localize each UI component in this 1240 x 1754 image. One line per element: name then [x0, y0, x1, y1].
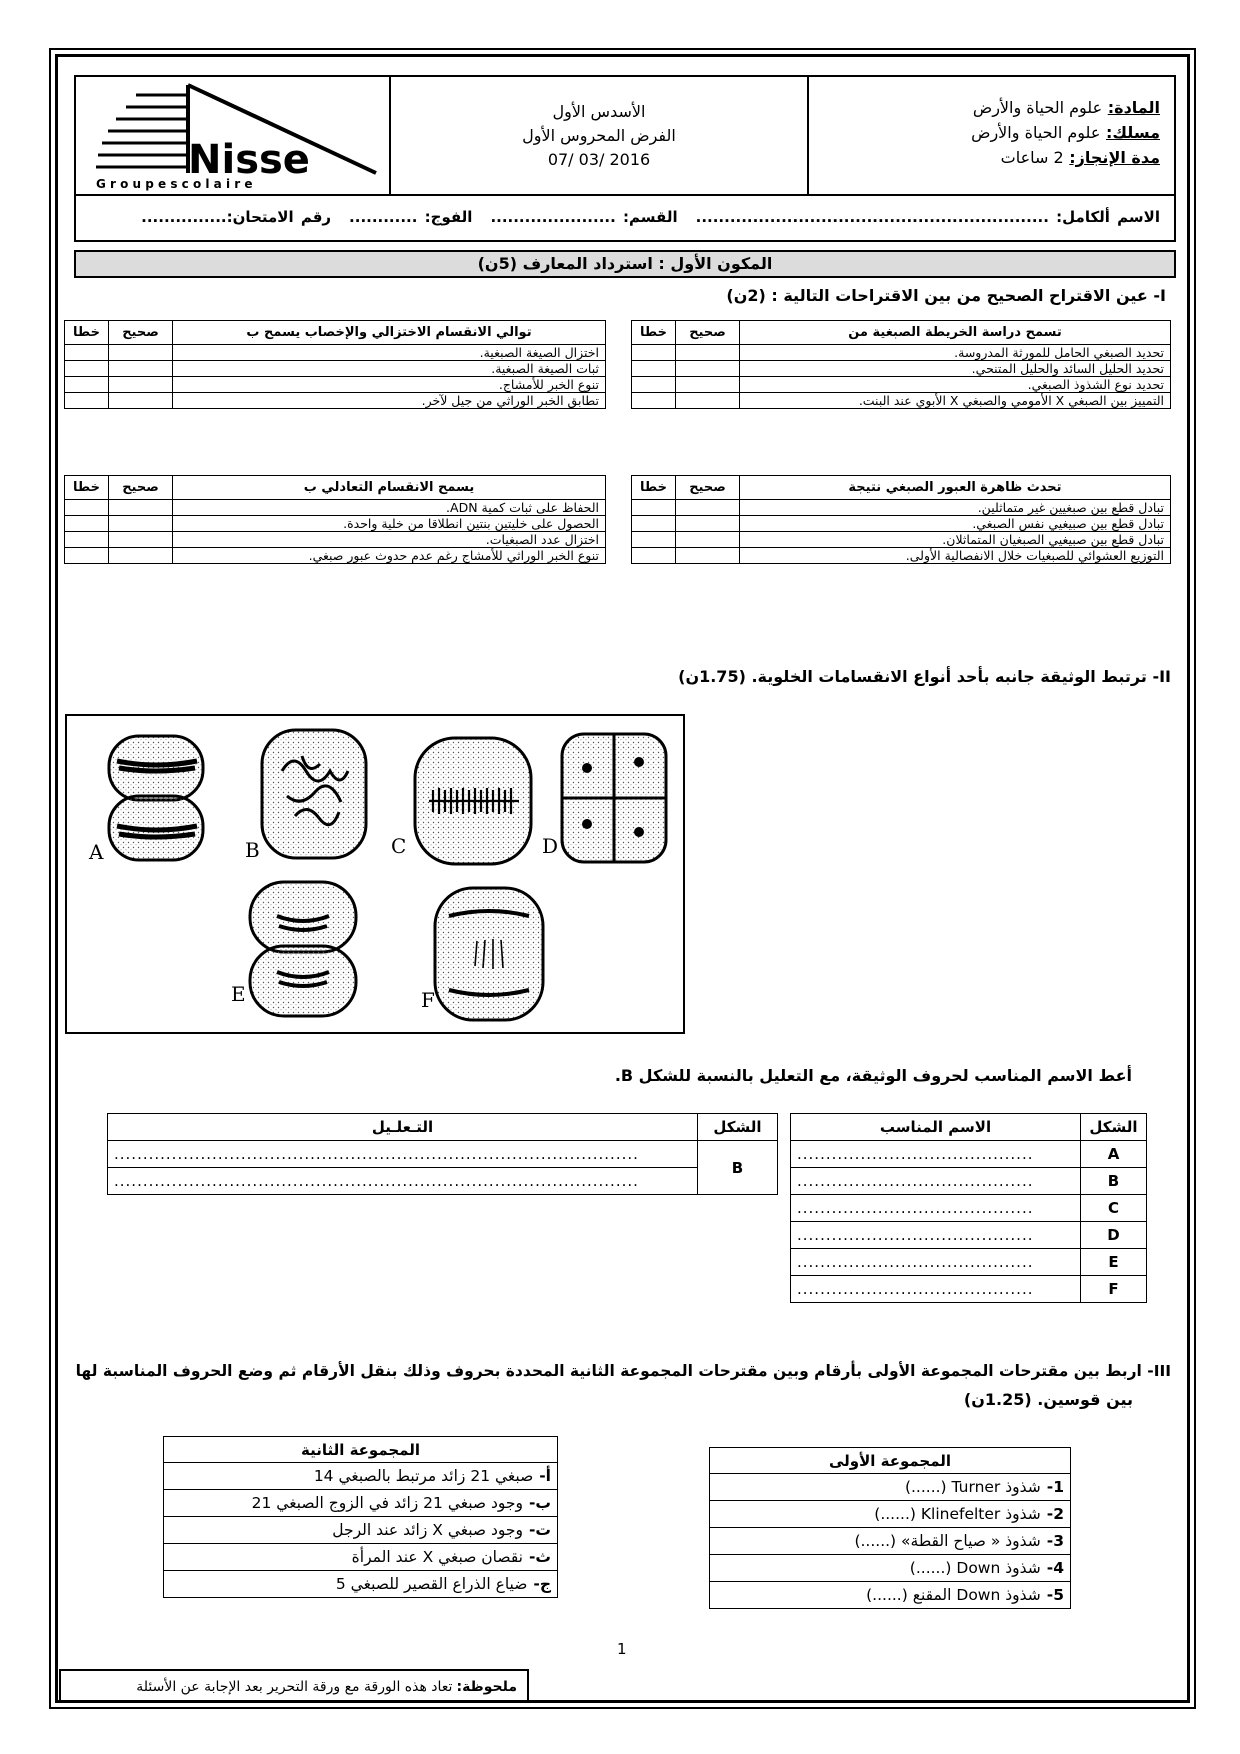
- cell-e-icon: [250, 882, 356, 1016]
- group2-item: [164, 1490, 558, 1517]
- item-text: شذوذ Down (......): [909, 1559, 1041, 1577]
- cell-division-figure: [65, 714, 685, 1034]
- cell-a-icon: [109, 736, 203, 860]
- true-box[interactable]: [109, 500, 173, 516]
- cell-b-icon: [262, 730, 366, 858]
- tf-table-1: [631, 320, 1171, 409]
- tf-statement: تنوع الخبر للأمشاج.: [173, 377, 606, 393]
- part3-title-line2: بين قوسين. (1.25ن): [963, 1390, 1133, 1409]
- tf-table-3: [631, 475, 1171, 564]
- footer-note: [59, 1669, 529, 1703]
- item-letter: ث-: [528, 1548, 551, 1566]
- true-box[interactable]: [109, 377, 173, 393]
- col-false: خطا: [65, 476, 109, 500]
- tf-statement: تبادل قطع بين صبغيين غير متماثلين.: [740, 500, 1171, 516]
- fig-label-e: E: [231, 982, 246, 1006]
- part3-title-line1: III- اربط بين مقترحات المجموعة الأولى بأرقام وبين مقترحات المجموعة الثانية المحددة بحروف وذلك بنقل الأرقام ثم وضع الحروف المناسبة لها: [75, 1362, 1171, 1380]
- track-label: مسلك:: [1105, 123, 1160, 142]
- page-number: 1: [617, 1640, 627, 1658]
- item-text: صبغي 21 زائد مرتبط بالصبغي 14: [313, 1467, 534, 1485]
- tf-statement: اختزال الصيغة الصبغية.: [173, 345, 606, 361]
- exam-number-field[interactable]: رقم الامتحان:...............: [141, 208, 332, 226]
- shape-letter: C: [1081, 1195, 1147, 1222]
- student-group-field[interactable]: الفوج: ............: [349, 208, 473, 226]
- item-text: وجود صبغي X زائد عند الرجل: [332, 1521, 523, 1539]
- part1-title: I- عين الاقتراح الصحيح من بين الاقتراحات التالية : (2ن): [726, 286, 1166, 305]
- name-answer-field[interactable]: .........................................: [791, 1168, 1081, 1195]
- cell-d-icon: [562, 734, 666, 862]
- false-box[interactable]: [632, 345, 676, 361]
- group1-title: المجموعة الأولى: [710, 1448, 1071, 1474]
- tf-statement: الحفاظ على ثبات كمية ADN.: [173, 500, 606, 516]
- shape-letter: D: [1081, 1222, 1147, 1249]
- reason-shape-letter: B: [698, 1141, 778, 1195]
- tf-statement: تحديد الصبغي الحامل للمورثة المدروسة.: [740, 345, 1171, 361]
- col-true: صحيح: [676, 321, 740, 345]
- subject-info: [807, 77, 1174, 194]
- tf-statement: التمييز بين الصبغي X الأمومي والصبغي X الأبوي عند البنت.: [740, 393, 1171, 409]
- part2-title: II- ترتبط الوثيقة جانبه بأحد أنواع الانقسامات الخلوية. (1.75ن): [678, 667, 1171, 686]
- duration-value: 2 ساعات: [1000, 148, 1064, 167]
- tf-table-2: [64, 320, 606, 409]
- group2-item: [164, 1544, 558, 1571]
- tf-statement: تنوع الخبر الوراثي للأمشاج رغم عدم حدوث عبور صبغي.: [173, 548, 606, 564]
- tf-statement: تحديد الحليل السائد والحليل المتنحي.: [740, 361, 1171, 377]
- logo-graphic-icon: [76, 77, 389, 194]
- exam-title: الفرض المحروس الأول: [522, 125, 676, 145]
- group2-item: [164, 1517, 558, 1544]
- item-number: 3-: [1046, 1532, 1064, 1550]
- item-text: ضياع الذراع القصير للصبغي 5: [335, 1575, 528, 1593]
- false-box[interactable]: [632, 361, 676, 377]
- student-name-field[interactable]: الاسم ألكامل: ..............................................................: [695, 208, 1160, 226]
- item-letter: ت-: [528, 1521, 551, 1539]
- group1-item: [710, 1528, 1071, 1555]
- school-logo: [76, 77, 389, 194]
- tf-statement: تبادل قطع بين صبيغيي الصبغيان المتماثلان.: [740, 532, 1171, 548]
- fig-label-f: F: [421, 988, 435, 1012]
- true-box[interactable]: [676, 361, 740, 377]
- item-letter: ج-: [533, 1575, 551, 1593]
- col-true: صحيح: [109, 476, 173, 500]
- group1-item: [710, 1555, 1071, 1582]
- shape-letter: F: [1081, 1276, 1147, 1303]
- tf-statement: تحديد نوع الشذوذ الصبغي.: [740, 377, 1171, 393]
- false-box[interactable]: [632, 393, 676, 409]
- false-box[interactable]: [65, 345, 109, 361]
- tf-statement: الحصول على خليتين بنتين انطلاقا من خلية واحدة.: [173, 516, 606, 532]
- item-text: شذوذ Down المقنع (......): [866, 1586, 1041, 1604]
- group1-item: [710, 1474, 1071, 1501]
- group2-title: المجموعة الثانية: [164, 1437, 558, 1463]
- false-box[interactable]: [65, 548, 109, 564]
- false-box[interactable]: [632, 516, 676, 532]
- name-answer-field[interactable]: .........................................: [791, 1222, 1081, 1249]
- tf-table-header: يسمح الانقسام التعادلي ب: [173, 476, 606, 500]
- col-reason: التـعلـيل: [108, 1114, 698, 1141]
- cell-c-icon: [415, 738, 531, 864]
- group1-item: [710, 1582, 1071, 1609]
- duration-label: مدة الإنجاز:: [1069, 148, 1160, 167]
- item-text: وجود صبغي 21 زائد في الزوج الصبغي 21: [251, 1494, 523, 1512]
- name-answer-field[interactable]: .........................................: [791, 1195, 1081, 1222]
- true-box[interactable]: [109, 516, 173, 532]
- item-letter: أ-: [539, 1467, 551, 1485]
- true-box[interactable]: [109, 548, 173, 564]
- naming-table: [107, 1113, 1147, 1303]
- student-info-row: [74, 196, 1176, 242]
- cell-drawings: [67, 716, 683, 1032]
- false-box[interactable]: [65, 393, 109, 409]
- student-class-field[interactable]: القسم: ......................: [490, 208, 678, 226]
- true-box[interactable]: [676, 516, 740, 532]
- false-box[interactable]: [65, 361, 109, 377]
- reason-answer-field[interactable]: ...........................................................................................: [108, 1168, 698, 1195]
- col-true: صحيح: [676, 476, 740, 500]
- group2-item: [164, 1571, 558, 1598]
- item-text: شذوذ « صياح القطة» (......): [854, 1532, 1041, 1550]
- true-box[interactable]: [109, 345, 173, 361]
- tf-table-4: [64, 475, 606, 564]
- col-false: خطا: [632, 476, 676, 500]
- exam-date: 07/ 03/ 2016: [547, 149, 651, 169]
- col-false: خطا: [65, 321, 109, 345]
- item-letter: ب-: [528, 1494, 551, 1512]
- subject-value: علوم الحياة والأرض: [972, 98, 1103, 117]
- false-box[interactable]: [65, 500, 109, 516]
- track-value: علوم الحياة والأرض: [971, 123, 1101, 142]
- false-box[interactable]: [632, 500, 676, 516]
- note-label: ملحوظة:: [456, 1679, 517, 1695]
- col-name: الاسم المناسب: [791, 1114, 1081, 1141]
- part2-instruction: أعط الاسم المناسب لحروف الوثيقة، مع التعليل بالنسبة للشكل B.: [614, 1066, 1132, 1085]
- group2-item: [164, 1463, 558, 1490]
- tf-table-header: تسمح دراسة الخريطة الصبغية من: [740, 321, 1171, 345]
- true-box[interactable]: [676, 393, 740, 409]
- item-number: 1-: [1046, 1478, 1064, 1496]
- false-box[interactable]: [65, 377, 109, 393]
- false-box[interactable]: [632, 377, 676, 393]
- item-number: 2-: [1046, 1505, 1064, 1523]
- name-answer-field[interactable]: .........................................: [791, 1249, 1081, 1276]
- logo-subtitle: G r o u p e s c o l a i r e: [96, 177, 253, 191]
- semester-label: الأسدس الأول: [552, 101, 646, 121]
- true-box[interactable]: [676, 345, 740, 361]
- true-box[interactable]: [109, 393, 173, 409]
- group2-table: [163, 1436, 558, 1598]
- tf-statement: تطابق الخبر الوراثي من جيل لآخر.: [173, 393, 606, 409]
- item-text: نقصان صبغي X عند المرأة: [351, 1548, 523, 1566]
- fig-label-d: D: [542, 834, 559, 858]
- shape-letter: B: [1081, 1168, 1147, 1195]
- tf-table-header: توالي الانقسام الاختزالي والإخصاب يسمح ب: [173, 321, 606, 345]
- tf-statement: تبادل قطع بين صبيغيي نفس الصبغي.: [740, 516, 1171, 532]
- tf-table-header: تحدث ظاهرة العبور الصبغي نتيجة: [740, 476, 1171, 500]
- tf-statement: التوزيع العشوائي للصبغيات خلال الانفصالية الأولى.: [740, 548, 1171, 564]
- note-text: تعاد هذه الورقة مع ورقة التحرير بعد الإجابة عن الأسئلة: [136, 1679, 453, 1695]
- logo-text: Nisse: [188, 137, 310, 183]
- col-shape: الشكل: [1081, 1114, 1147, 1141]
- cell-f-icon: [435, 888, 543, 1020]
- col-true: صحيح: [109, 321, 173, 345]
- true-box[interactable]: [676, 532, 740, 548]
- true-box[interactable]: [109, 532, 173, 548]
- reason-answer-field[interactable]: ...........................................................................................: [108, 1141, 698, 1168]
- col-false: خطا: [632, 321, 676, 345]
- exam-info: [389, 77, 807, 194]
- false-box[interactable]: [632, 548, 676, 564]
- false-box[interactable]: [65, 516, 109, 532]
- tf-statement: ثبات الصيغة الصبغية.: [173, 361, 606, 377]
- item-number: 5-: [1046, 1586, 1064, 1604]
- true-box[interactable]: [109, 361, 173, 377]
- item-number: 4-: [1046, 1559, 1064, 1577]
- fig-label-c: C: [391, 834, 407, 858]
- true-box[interactable]: [676, 500, 740, 516]
- name-answer-field[interactable]: .........................................: [791, 1276, 1081, 1303]
- subject-label: المادة:: [1107, 98, 1160, 117]
- shape-letter: E: [1081, 1249, 1147, 1276]
- item-text: شذوذ Klinefelter (......): [874, 1505, 1041, 1523]
- col-shape-reason: الشكل: [698, 1114, 778, 1141]
- true-box[interactable]: [676, 377, 740, 393]
- false-box[interactable]: [65, 532, 109, 548]
- item-text: شذوذ Turner (......): [904, 1478, 1041, 1496]
- fig-label-b: B: [245, 838, 260, 862]
- shape-letter: A: [1081, 1141, 1147, 1168]
- group1-item: [710, 1501, 1071, 1528]
- group1-table: [709, 1447, 1071, 1609]
- section-title: المكون الأول : استرداد المعارف (5ن): [74, 250, 1176, 278]
- tf-statement: اختزال عدد الصبغيات.: [173, 532, 606, 548]
- fig-label-a: A: [89, 840, 104, 864]
- name-answer-field[interactable]: .........................................: [791, 1141, 1081, 1168]
- exam-header: [74, 75, 1176, 196]
- false-box[interactable]: [632, 532, 676, 548]
- true-box[interactable]: [676, 548, 740, 564]
